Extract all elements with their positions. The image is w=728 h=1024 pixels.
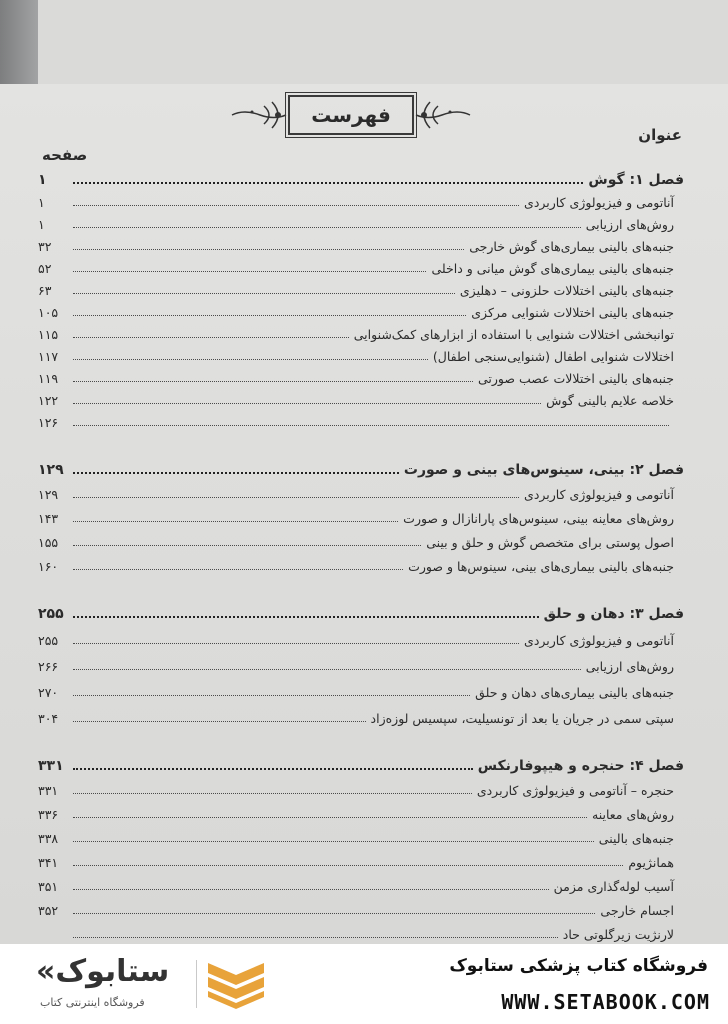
toc-title: فهرست — [288, 95, 414, 135]
toc-row[interactable] — [38, 408, 684, 430]
toc-row[interactable] — [38, 254, 684, 276]
chapter-row[interactable] — [38, 752, 684, 774]
dot-leader — [73, 497, 519, 498]
toc-row-title: آسیب لوله‌گذاری مزمن — [553, 879, 674, 894]
chapter-title: فصل ۳: دهان و حلق — [543, 606, 684, 622]
store-banner — [0, 944, 728, 1024]
toc-row[interactable] — [38, 920, 684, 942]
toc-row-title: جنبه‌های بالینی بیماری‌های بینی، سینوس‌ها و صورت — [408, 559, 674, 574]
dot-leader — [73, 227, 581, 228]
chapter-title: فصل ۱: گوش — [588, 172, 684, 188]
toc-row-title: خلاصه علایم بالینی گوش — [546, 393, 674, 408]
toc-row[interactable] — [38, 210, 684, 232]
chapter-row[interactable] — [38, 600, 684, 622]
toc-row[interactable] — [38, 896, 684, 918]
toc-row-title: جنبه‌های بالینی اختلالات حلزونی – دهلیزی — [459, 283, 674, 298]
toc-row-page: ۱ — [38, 195, 45, 210]
dot-leader — [73, 865, 623, 866]
toc-row[interactable] — [38, 824, 684, 846]
dot-leader — [73, 337, 349, 338]
dot-leader — [73, 669, 581, 670]
chevron-stack-logo-icon — [204, 959, 268, 1009]
toc-row-title: جنبه‌های بالینی اختلالات شنوایی مرکزی — [471, 305, 674, 320]
toc-row-page: ۱۱۷ — [38, 349, 59, 364]
toc-row-title: روش‌های معاینه — [592, 807, 674, 822]
chapter-row[interactable] — [38, 456, 684, 478]
toc-row[interactable] — [38, 342, 684, 364]
toc-row[interactable] — [38, 704, 684, 726]
dot-leader — [73, 403, 541, 404]
toc-row-page: ۵۲ — [38, 261, 52, 276]
scan-edge-shadow — [0, 0, 38, 88]
dot-leader — [73, 937, 558, 938]
toc-row-page: ۲۷۰ — [38, 685, 59, 700]
chapter-page: ۲۵۵ — [38, 606, 64, 622]
dot-leader — [73, 768, 473, 770]
dot-leader — [73, 817, 587, 818]
toc-row[interactable] — [38, 872, 684, 894]
toc-row[interactable] — [38, 364, 684, 386]
toc-row[interactable] — [38, 386, 684, 408]
dot-leader — [73, 381, 473, 382]
dot-leader — [73, 521, 398, 522]
column-heading-title: عنوان — [638, 126, 682, 144]
dot-leader — [73, 271, 426, 272]
toc-row[interactable] — [38, 504, 684, 526]
dot-leader — [73, 472, 399, 474]
banner-divider — [196, 960, 197, 1008]
toc-row-page: ۳۲ — [38, 239, 52, 254]
brand-tagline: فروشگاه اینترنتی کتاب — [40, 996, 145, 1009]
toc-row-page: ۱۲۲ — [38, 393, 59, 408]
toc-row[interactable] — [38, 652, 684, 674]
store-url-link[interactable]: WWW.SETABOOK.COM — [501, 990, 710, 1014]
dot-leader — [73, 182, 583, 184]
toc-row-page: ۱۲۶ — [38, 415, 59, 430]
chapter-title: فصل ۲: بینی، سینوس‌های بینی و صورت — [403, 462, 684, 478]
toc-row-page: ۲۶۶ — [38, 659, 59, 674]
dot-leader — [73, 359, 428, 360]
toc-row-title: جنبه‌های بالینی — [598, 831, 674, 846]
toc-row[interactable] — [38, 776, 684, 798]
store-name: فروشگاه کتاب پزشکی ستابوک — [449, 956, 708, 976]
toc-row-title: جنبه‌های بالینی بیماری‌های گوش میانی و داخلی — [431, 261, 674, 276]
dot-leader — [73, 205, 519, 206]
toc-row-page: ۳۳۱ — [38, 783, 59, 798]
toc-row-page: ۱ — [38, 217, 45, 232]
toc-row-page: ۳۵۱ — [38, 879, 59, 894]
toc-row[interactable] — [38, 800, 684, 822]
brand-logo-text: «ستابوک — [36, 954, 170, 989]
toc-row[interactable] — [38, 848, 684, 870]
toc-row-title: جنبه‌های بالینی بیماری‌های دهان و حلق — [475, 685, 674, 700]
toc-row[interactable] — [38, 298, 684, 320]
toc-row-title: روش‌های ارزیابی — [585, 217, 674, 232]
dot-leader — [73, 695, 470, 696]
toc-row-title: روش‌های معاینه بینی، سینوس‌های پارانازال و صورت — [403, 511, 674, 526]
toc-row-title: لارنژیت زیرگلوتی حاد — [562, 927, 674, 942]
toc-row-page: ۶۳ — [38, 283, 52, 298]
toc-row-title: جنبه‌های بالینی بیماری‌های گوش خارجی — [469, 239, 674, 254]
toc-row-title: همانژیوم — [628, 855, 674, 870]
toc-row-title: آناتومی و فیزیولوژی کاربردی — [524, 195, 674, 210]
dot-leader — [73, 643, 519, 644]
toc-row[interactable] — [38, 528, 684, 550]
dot-leader — [73, 569, 403, 570]
toc-row[interactable] — [38, 232, 684, 254]
dot-leader — [73, 616, 539, 618]
chapter-page: ۱ — [38, 172, 47, 188]
dot-leader — [73, 721, 366, 722]
table-of-contents — [38, 0, 684, 944]
toc-row-title: حنجره – آناتومی و فیزیولوژی کاربردی — [476, 783, 674, 798]
dot-leader — [73, 793, 472, 794]
dot-leader — [73, 315, 466, 316]
toc-row-title: اصول پوستی برای متخصص گوش و حلق و بینی — [426, 535, 674, 550]
toc-row-page: ۳۳۶ — [38, 807, 59, 822]
toc-row-page: ۱۲۹ — [38, 487, 59, 502]
toc-row-title: جنبه‌های بالینی اختلالات عصب صورتی — [477, 371, 674, 386]
toc-row-page: ۱۶۰ — [38, 559, 59, 574]
dot-leader — [73, 545, 421, 546]
dot-leader — [73, 249, 464, 250]
toc-row-title: اختلالات شنوایی اطفال (شنوایی‌سنجی اطفال) — [432, 349, 674, 364]
toc-row-page: ۲۵۵ — [38, 633, 59, 648]
toc-row-title: اجسام خارجی — [600, 903, 674, 918]
toc-row[interactable] — [38, 276, 684, 298]
chapter-page: ۱۲۹ — [38, 462, 64, 478]
chapter-page: ۳۳۱ — [38, 758, 64, 774]
toc-row-title: آناتومی و فیزیولوژی کاربردی — [524, 633, 674, 648]
toc-row-title: توانبخشی اختلالات شنوایی با استفاده از ابزارهای کمک‌شنوایی — [353, 327, 674, 342]
toc-row[interactable] — [38, 188, 684, 210]
toc-row-page: ۳۴۱ — [38, 855, 59, 870]
toc-row-page: ۱۱۵ — [38, 327, 59, 342]
toc-row-page: ۳۰۴ — [38, 711, 59, 726]
toc-row-page: ۱۵۵ — [38, 535, 59, 550]
toc-row-title: سپتی سمی در جریان یا بعد از تونسیلیت، سپسیس لوزه‌زاد — [370, 711, 674, 726]
toc-row-page: ۱۰۵ — [38, 305, 59, 320]
dot-leader — [73, 913, 595, 914]
chapter-title: فصل ۴: حنجره و هیپوفارنکس — [477, 758, 684, 774]
toc-row-title: آناتومی و فیزیولوژی کاربردی — [524, 487, 674, 502]
chapter-row[interactable] — [38, 166, 684, 188]
dot-leader — [73, 841, 594, 842]
column-heading-page: صفحه — [42, 146, 88, 164]
toc-row[interactable] — [38, 552, 684, 574]
dot-leader — [73, 293, 455, 294]
toc-row[interactable] — [38, 480, 684, 502]
toc-row-page: ۱۴۳ — [38, 511, 59, 526]
toc-row[interactable] — [38, 626, 684, 648]
toc-row[interactable] — [38, 678, 684, 700]
dot-leader — [73, 425, 669, 426]
toc-row-page: ۳۳۸ — [38, 831, 59, 846]
toc-row-title: روش‌های ارزیابی — [585, 659, 674, 674]
toc-row-page: ۱۱۹ — [38, 371, 59, 386]
dot-leader — [73, 889, 549, 890]
toc-row[interactable] — [38, 320, 684, 342]
toc-row-page: ۳۵۲ — [38, 903, 59, 918]
